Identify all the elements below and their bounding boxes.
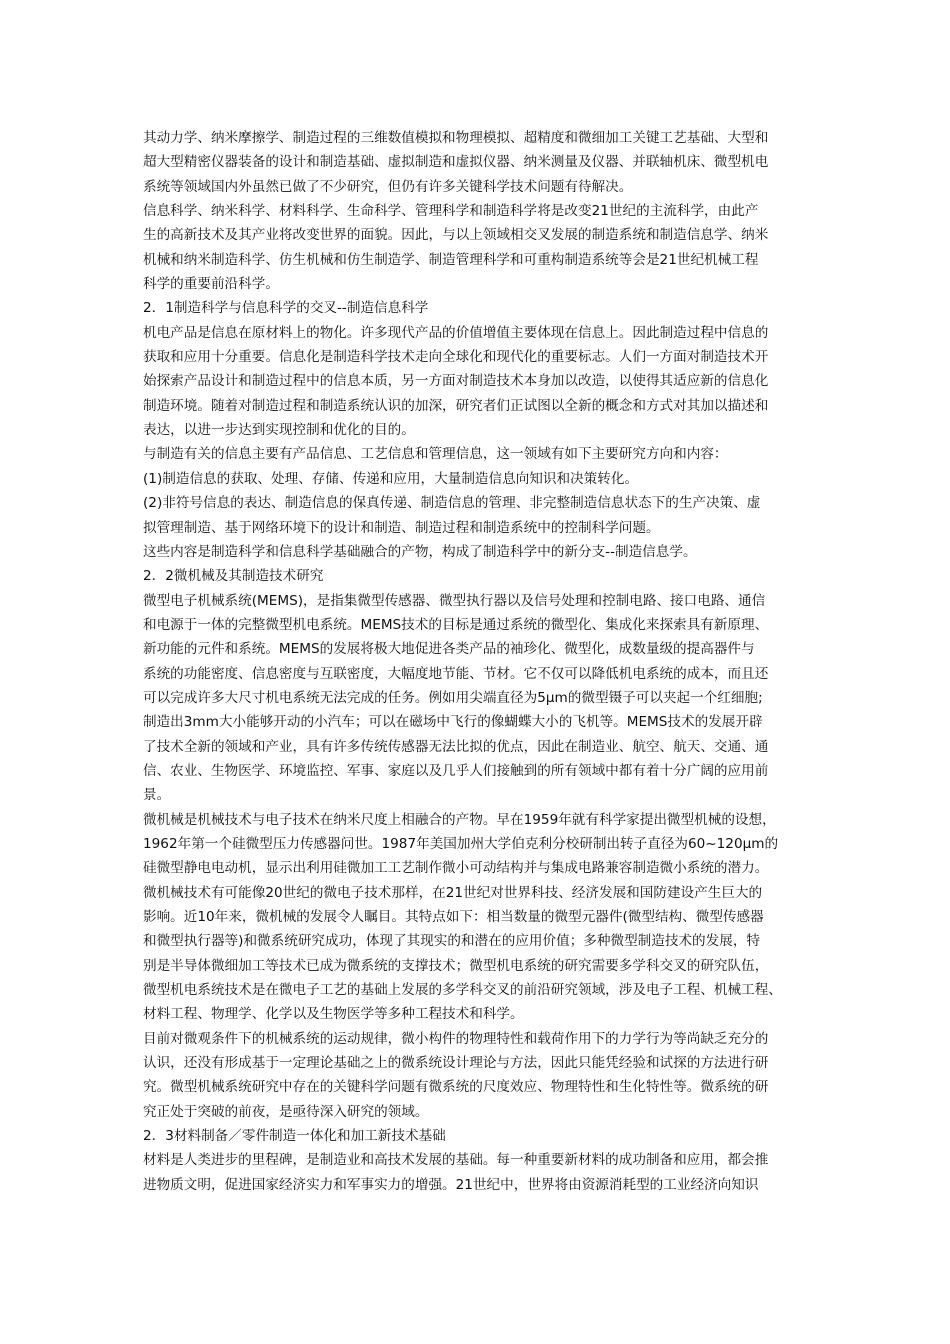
text-line: 其动力学、纳米摩擦学、制造过程的三维数值模拟和物理模拟、超精度和微细加工关键工艺基础、大型和 [143,130,769,146]
text-line: 微机械技术有可能像20世纪的微电子技术那样，在21世纪对世界科技、经济发展和国防建设产生巨大的 [143,884,763,901]
text-line: 1962年第一个硅微型压力传感器问世。1987年美国加州大学伯克利分校研制出转子直径为60~120μm的 [143,835,779,852]
body-text [143,126,813,1197]
text-line: 信息科学、纳米科学、材料科学、生命科学、管理科学和制造科学将是改变21世纪的主流科学，由此产 [143,203,759,220]
text-line: 制造出3mm大小能够开动的小汽车；可以在磁场中飞行的像蝴蝶大小的飞机等。MEMS技术的发展开辟 [143,714,763,731]
text-line: 2．3材料制备／零件制造一体化和加工新技术基础 [143,1128,446,1145]
text-line: 系统等领域国内外虽然已做了不少研究，但仍有许多关键科学技术问题有待解决。 [143,178,633,195]
text-line: 机械和纳米制造科学、仿生机械和仿生制造学、制造管理科学和可重构制造系统等会是21世纪机械工程 [143,251,759,268]
text-line: (2)非符号信息的表达、制造信息的保真传递、制造信息的管理、非完整制造信息状态下的生产决策、虚 [143,495,761,512]
text-line: 影响。近10年来，微机械的发展令人瞩目。其特点如下：相当数量的微型元器件(微型结构、微型传感器 [143,909,764,925]
text-line: 系统的功能密度、信息密度与互联密度，大幅度地节能、节材。它不仅可以降低机电系统的成本，而且还 [143,665,769,682]
text-line: 材料工程、物理学、化学以及生物医学等多种工程技术和科学。 [143,1006,524,1023]
text-line: 微型机电系统技术是在微电子工艺的基础上发展的多学科交叉的前沿研究领域，涉及电子工程、机械工程、 [143,982,782,999]
text-line: 始探索产品设计和制造过程中的信息本质，另一方面对制造技术本身加以改造，以使得其适应新的信息化 [143,373,769,390]
text-line: 2．1制造科学与信息科学的交叉--制造信息科学 [143,300,429,317]
text-line: 了技术全新的领域和产业，具有许多传统传感器无法比拟的优点，因此在制造业、航空、航天、交通、通 [143,738,769,755]
text-line: 信、农业、生物医学、环境监控、军事、家庭以及几乎人们接触到的所有领域中都有着十分广阔的应用前 [143,762,769,779]
text-line: 别是半导体微细加工等技术已成为微系统的支撑技术；微型机电系统的研究需要多学科交叉的研究队伍， [143,957,769,974]
text-line: 认识，还没有形成基于一定理论基础之上的微系统设计理论与方法，因此只能凭经验和试探的方法进行研 [143,1055,769,1072]
text-line: 这些内容是制造科学和信息科学基础融合的产物，构成了制造科学中的新分支--制造信息学。 [143,543,697,560]
text-line: 材料是人类进步的里程碑，是制造业和高技术发展的基础。每一种重要新材料的成功制备和应用，都会推 [143,1152,769,1169]
text-line: (1)制造信息的获取、处理、存储、传递和应用，大量制造信息向知识和决策转化。 [143,470,639,487]
text-line: 微机械是机械技术与电子技术在纳米尺度上相融合的产物。早在1959年就有科学家提出微型机械的设想， [143,811,776,828]
text-line: 科学的重要前沿科学。 [143,276,279,293]
text-line: 微型电子机械系统(MEMS)，是指集微型传感器、微型执行器以及信号处理和控制电路、接口电路、通信 [143,592,766,609]
text-line: 新功能的元件和系统。MEMS的发展将极大地促进各类产品的袖珍化、微型化，成数量级的提高器件与 [143,641,755,658]
text-line: 拟管理制造、基于网络环境下的设计和制造、制造过程和制造系统中的控制科学问题。 [143,519,660,536]
text-line: 硅微型静电电动机，显示出利用硅微加工工艺制作微小可动结构并与集成电路兼容制造微小系统的潜力。 [143,860,769,877]
text-line: 可以完成许多大尺寸机电系统无法完成的任务。例如用尖端直径为5μm的微型镊子可以夹起一个红细胞; [143,689,763,706]
text-line: 究。微型机械系统研究中存在的关键科学问题有微系统的尺度效应、物理特性和生化特性等。微系统的研 [143,1079,769,1096]
text-line: 和微型执行器等)和微系统研究成功，体现了其现实的和潜在的应用价值；多种微型制造技术的发展，特 [143,933,761,950]
text-line: 机电产品是信息在原材料上的物化。许多现代产品的价值增值主要体现在信息上。因此制造过程中信息的 [143,324,769,341]
text-line: 和电源于一体的完整微型机电系统。MEMS技术的目标是通过系统的微型化、集成化来探索具有新原理、 [143,616,769,633]
text-line: 目前对微观条件下的机械系统的运动规律，微小构件的物理特性和载荷作用下的力学行为等尚缺乏充分的 [143,1030,769,1047]
text-line: 究正处于突破的前夜，是亟待深入研究的领域。 [143,1103,429,1120]
text-line: 2．2微机械及其制造技术研究 [143,568,324,585]
text-line: 获取和应用十分重要。信息化是制造科学技术走向全球化和现代化的重要标志。人们一方面对制造技术开 [143,349,769,366]
text-line: 超大型精密仪器装备的设计和制造基础、虚拟制造和虚拟仪器、纳米测量及仪器、并联轴机床、微型机电 [143,154,769,171]
text-line: 生的高新技术及其产业将改变世界的面貌。因此，与以上领域相交叉发展的制造系统和制造信息学、纳米 [143,227,769,244]
text-line: 与制造有关的信息主要有产品信息、工艺信息和管理信息，这一领域有如下主要研究方向和内容： [143,446,728,463]
text-line: 表达，以进一步达到实现控制和优化的目的。 [143,422,415,439]
text-line: 制造环境。随着对制造过程和制造系统认识的加深，研究者们正试图以全新的概念和方式对其加以描述和 [143,397,769,414]
text-line: 景。 [143,787,171,804]
text-line: 进物质文明，促进国家经济实力和军事实力的增强。21世纪中，世界将由资源消耗型的工业经济向知识 [143,1176,759,1193]
